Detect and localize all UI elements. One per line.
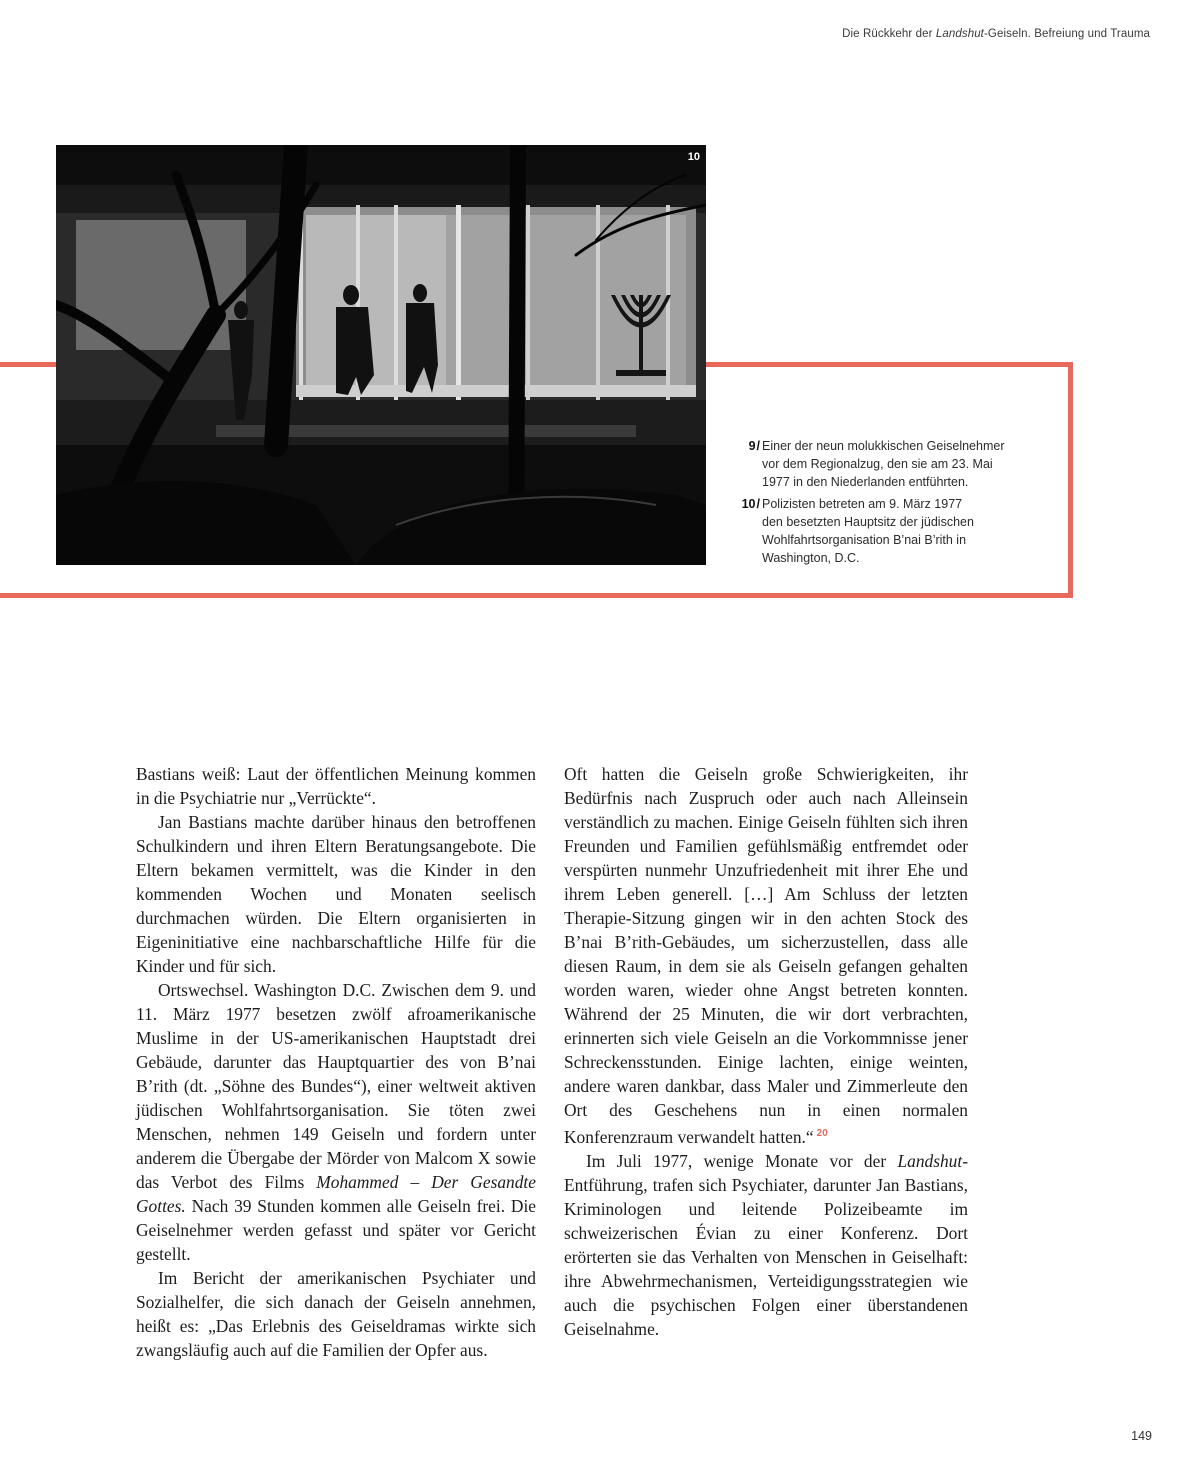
text-run: Im Juli 1977, wenige Monate vor der [586, 1150, 898, 1171]
text-run: -Entführung, trafen sich Psychiater, darunter Jan Bastians, Kriminologen und leitende Polizeibeamte im schweizerischen Évian zu einer Konferenz. Dort erörterten sie das Verhalten von Menschen in Geiselhaft: ihre Abwehrmechanismen, Verteidigungsstrategien wie auch die psychischen Folgen einer überstandenen Geiselnahme. [564, 1150, 968, 1339]
italic-term: Landshut [897, 1150, 963, 1171]
paragraph [564, 1149, 968, 1341]
header-prefix: Die Rückkehr der [842, 28, 936, 40]
caption-number: 10 / [728, 495, 760, 567]
body-column-right [564, 762, 968, 1341]
paragraph [136, 978, 536, 1266]
photo-number: 10 [687, 151, 700, 163]
body-column-left [136, 762, 536, 1362]
caption-10 [728, 495, 1048, 567]
quote-text: Oft hatten die Geiseln große Schwierigkeiten, ihr Bedürfnis nach Zuspruch oder auch nach Alleinsein verständlich zu machen. Einige Geiseln fühlten sich ihren Freunden und Familien gefühlsmäßig entfremdet oder verspürten nunmehr Unzufriedenheit mit ihrer Ehe und ihrem Leben generell. […] Am Schluss der letzten Therapie-Sitzung gingen wir in den achten Stock des B’nai B’rith-Gebäudes, um sicherzustellen, dass alle diesen Raum, in dem sie als Geiseln gefangen gehalten worden waren, wieder ohne Angst betreten konnten. Während der 25 Minuten, die wir dort verbrachten, erinnerten sich viele Geiseln an die Vorkommnisse jener Schreckensstunden. Einige lachten, einige weinten, andere waren dankbar, dass Maler und Zimmerleute den Ort des Geschehens nun in einen normalen Konferenzraum verwandelt hatten.“ [564, 764, 968, 1147]
page-number: 149 [1131, 1429, 1152, 1443]
header-suffix: -Geiseln. Befreiung und Trauma [983, 28, 1150, 40]
photo-illustration [56, 145, 706, 565]
paragraph: Im Bericht der amerikanischen Psychiater und Sozialhelfer, die sich danach der Geiseln annehmen, heißt es: „Das Erlebnis des Geiseldramas wirkte sich zwangsläufig auch auf die Familien der Opfer aus. [136, 1268, 536, 1360]
paragraph [564, 762, 968, 1149]
running-header [842, 28, 1150, 40]
photo-bnai-brith [56, 145, 706, 565]
paragraph: Jan Bastians machte darüber hinaus den betroffenen Schulkindern und ihren Eltern Beratungsangebote. Die Eltern bekamen vermittelt, was die Kinder in den kommenden Wochen und Monaten seelisch durchmachen würden. Die Eltern organisierten in Eigeninitiative eine nachbarschaftliche Hilfe für die Kinder und für sich. [136, 812, 536, 976]
text-run: Nach 39 Stunden kommen alle Geiseln frei. Die Geiselnehmer werden gefasst und später vor Gericht gestellt. [136, 1196, 536, 1264]
captions [728, 437, 1048, 571]
footnote-reference[interactable]: 20 [816, 1128, 828, 1139]
film-title: Mohammed – Der Gesandte Gottes. [136, 1172, 536, 1216]
caption-text: Einer der neun molukkischen Geiselnehmer vor dem Regionalzug, den sie am 23. Mai 1977 in den Niederlanden entführten. [762, 439, 1005, 489]
paragraph: Bastians weiß: Laut der öffentlichen Meinung kommen in die Psychiatrie nur „Verrückte“. [136, 764, 536, 808]
caption-text: Polizisten betreten am 9. März 1977 den besetzten Hauptsitz der jüdischen Wohlfahrtsorganisation B’nai B’rith in Washington, D.C. [762, 497, 974, 565]
caption-9 [728, 437, 1048, 491]
header-italic: Landshut [935, 28, 984, 40]
text-run: Ortswechsel. Washington D.C. Zwischen dem 9. und 11. März 1977 besetzen zwölf afroamerikanische Muslime in der US-amerikanischen Hauptstadt drei Gebäude, darunter das Hauptquartier des von B’nai B’rith (dt. „Söhne des Bundes“), einer weltweit aktiven jüdischen Wohlfahrtsorganisation. Sie töten zwei Menschen, nehmen 149 Geiseln und fordern unter anderem die Übergabe der Mörder von Malcom X sowie das Verbot des Films [136, 980, 536, 1192]
caption-number: 9 / [728, 437, 760, 491]
